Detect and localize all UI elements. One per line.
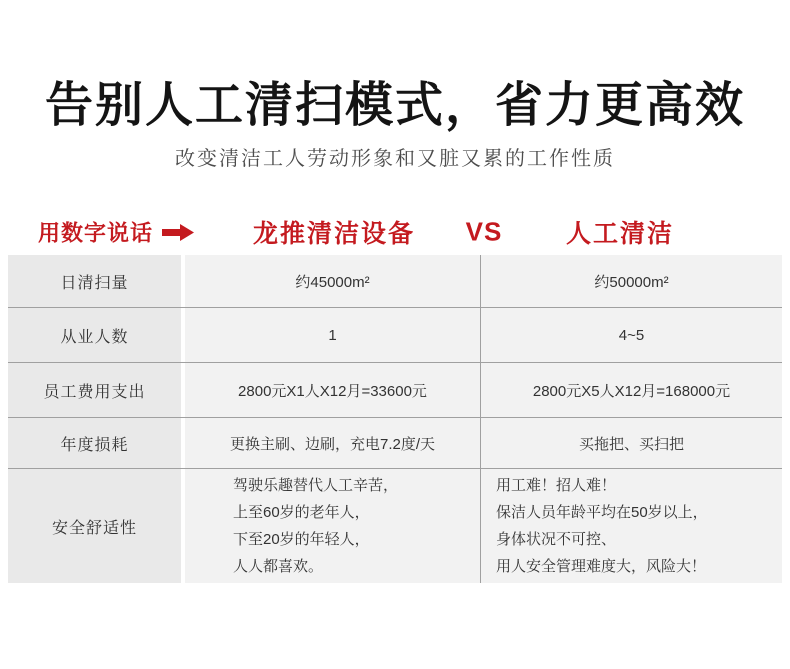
row-label: 安全舒适性 [8,469,185,583]
labor-cell-line: 保洁人员年龄平均在50岁以上， [496,504,708,521]
product-column-title: 龙推清洁设备 [252,220,416,248]
labor-cell: 约50000m² [481,255,782,307]
table-row-annual-wear [8,417,782,468]
labor-cell: 2800元X5人X12月=168000元 [481,363,782,417]
table-row-staff-count [8,307,782,362]
labor-cell [481,469,782,583]
vs-bar [8,212,782,252]
labor-cell-line: 身体状况不可控、 [496,531,617,548]
product-cell [185,469,481,583]
product-cell-line: 下至20岁的年轻人， [233,531,370,548]
product-cell: 更换主刷、边刷，充电7.2度/天 [185,418,481,468]
labor-cell-line: 用工难！招人难！ [496,477,617,494]
page-subtitle: 改变清洁工人劳动形象和又脏又累的工作性质 [175,148,615,170]
table-row-labor-cost [8,362,782,417]
comparison-table [8,255,782,583]
row-label: 年度损耗 [8,418,185,468]
product-cell-line: 上至60岁的老年人， [233,504,370,521]
vs-lead-label: 用数字说话 [38,220,154,246]
labor-cell: 买拖把、买扫把 [481,418,782,468]
promo-page [0,74,790,669]
vs-label: VS [465,216,503,247]
product-cell-line: 人人都喜欢。 [233,558,324,575]
right-arrow-icon [162,223,194,241]
labor-cell-line: 用人安全管理难度大，风险大！ [496,558,707,575]
labor-column-title: 人工清洁 [565,220,675,248]
page-title: 告别人工清扫模式，省力更高效 [44,79,745,132]
row-label: 从业人数 [8,308,185,362]
product-cell: 1 [185,308,481,362]
product-cell: 2800元X1人X12月=33600元 [185,363,481,417]
row-label: 员工费用支出 [8,363,185,417]
vs-lead [38,217,194,248]
product-cell-line: 驾驶乐趣替代人工辛苦， [233,477,399,494]
row-label: 日清扫量 [8,255,185,307]
table-row-safety-comfort [8,468,782,583]
labor-cell: 4~5 [481,308,782,362]
product-cell: 约45000m² [185,255,481,307]
table-row-daily-area [8,255,782,307]
